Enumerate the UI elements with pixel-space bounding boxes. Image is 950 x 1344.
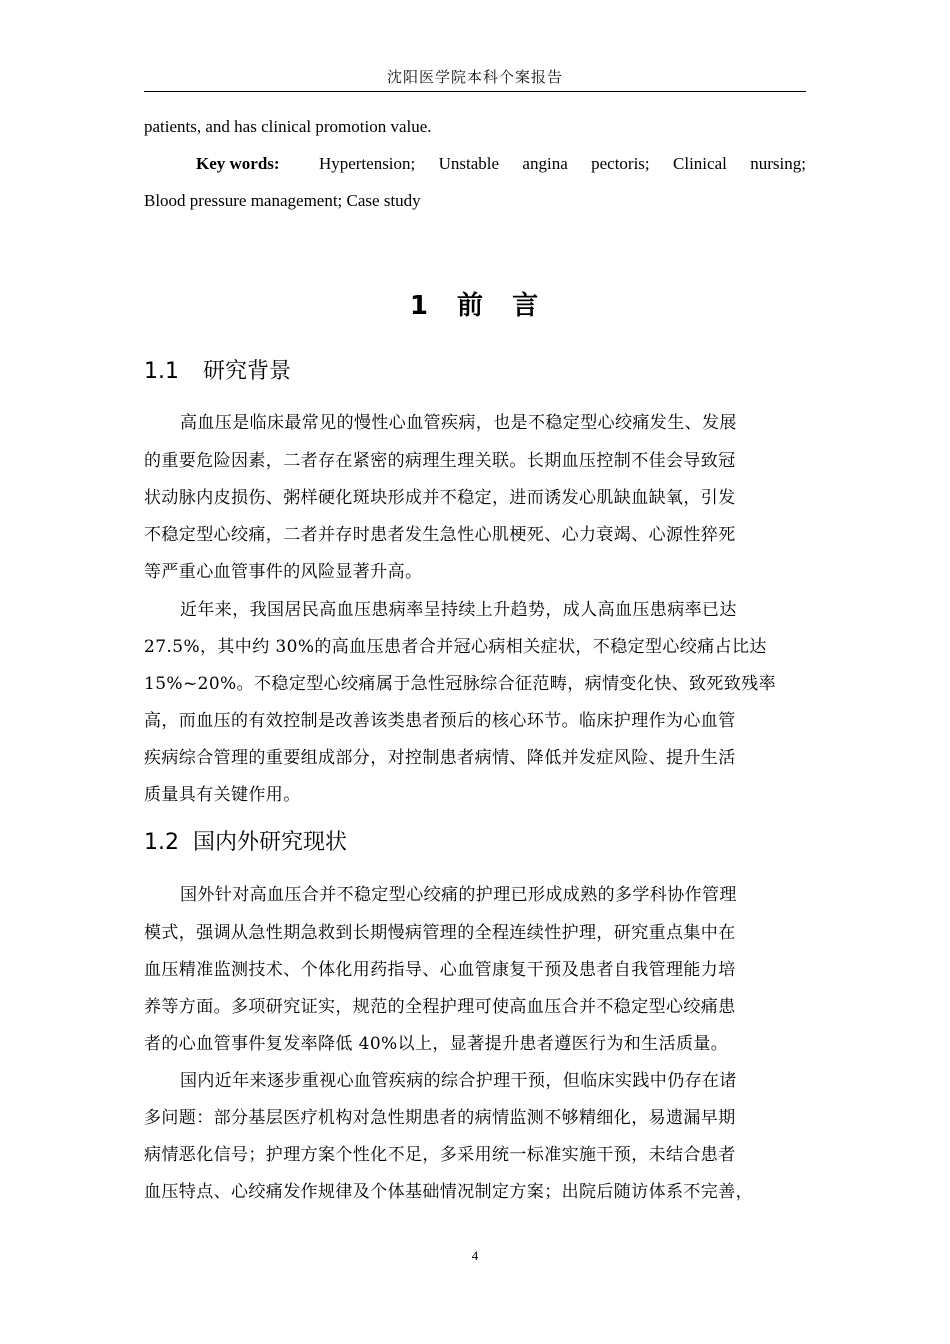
keywords-line-1 (144, 154, 806, 174)
paragraph-line: 15%~20%。不稳定型心绞痛属于急性冠脉综合征范畴，病情变化快、致死致残率 (144, 674, 777, 694)
section-number: 1 (409, 291, 430, 321)
paragraph-line: 不稳定型心绞痛，二者并存时患者发生急性心肌梗死、心力衰竭、心源性猝死 (144, 525, 736, 545)
subsection-heading-1-1 (144, 354, 291, 385)
paragraph-line: 者的心血管事件复发率降低 40%以上，显著提升患者遵医行为和生活质量。 (144, 1034, 729, 1054)
section-heading (144, 285, 806, 322)
paragraph-line: 模式，强调从急性期急救到长期慢病管理的全程连续性护理，研究重点集中在 (144, 923, 736, 943)
keyword-word: Hypertension; (318, 154, 416, 173)
page-number: 4 (471, 1248, 479, 1263)
paragraph-line: 国外针对高血压合并不稳定型心绞痛的护理已形成成熟的多学科协作管理 (180, 885, 737, 905)
paragraph-line: 国内近年来逐步重视心血管疾病的综合护理干预，但临床实践中仍存在诸 (180, 1071, 737, 1091)
running-header: 沈阳医学院本科个案报告 (386, 68, 563, 86)
subsection-title: 研究背景 (203, 359, 292, 384)
keyword-word: Unstable (438, 154, 500, 173)
paragraph-line: 疾病综合管理的重要组成部分，对控制患者病情、降低并发症风险、提升生活 (144, 748, 736, 768)
header-rule (144, 91, 806, 92)
paragraph-line: 质量具有关键作用。 (144, 785, 301, 805)
section-title-char: 言 (512, 291, 541, 321)
paragraph-line: 血压精准监测技术、个体化用药指导、心血管康复干预及患者自我管理能力培 (144, 960, 736, 980)
keywords-label: Key words: (196, 154, 280, 173)
keywords-line-2: Blood pressure management; Case study (144, 191, 421, 210)
keyword-word: Clinical (673, 154, 727, 173)
paragraph-line: 病情恶化信号；护理方案个性化不足，多采用统一标准实施干预，未结合患者 (144, 1145, 736, 1165)
subsection-title: 国内外研究现状 (193, 830, 348, 855)
subsection-number: 1.2 (144, 830, 179, 855)
subsection-number: 1.1 (144, 359, 179, 384)
section-title-char: 前 (457, 291, 486, 321)
paragraph-line: 多问题：部分基层医疗机构对急性期患者的病情监测不够精细化，易遗漏早期 (144, 1108, 736, 1128)
keyword-word: nursing; (750, 154, 806, 173)
keyword-word: angina (522, 154, 568, 173)
paragraph-line: 养等方面。多项研究证实，规范的全程护理可使高血压合并不稳定型心绞痛患 (144, 997, 736, 1017)
subsection-heading-1-2 (144, 825, 347, 856)
abstract-continuation: patients, and has clinical promotion value. (144, 117, 432, 136)
paragraph-line: 的重要危险因素，二者存在紧密的病理生理关联。长期血压控制不佳会导致冠 (144, 451, 736, 471)
paragraph-line: 27.5%，其中约 30%的高血压患者合并冠心病相关症状，不稳定型心绞痛占比达 (144, 637, 767, 657)
paragraph-line: 状动脉内皮损伤、粥样硬化斑块形成并不稳定，进而诱发心肌缺血缺氧，引发 (144, 488, 736, 508)
paragraph-line: 等严重心血管事件的风险显著升高。 (144, 562, 423, 582)
paragraph-line: 高，而血压的有效控制是改善该类患者预后的核心环节。临床护理作为心血管 (144, 711, 736, 731)
paragraph-line: 血压特点、心绞痛发作规律及个体基础情况制定方案；出院后随访体系不完善， (144, 1182, 753, 1202)
paragraph-line: 高血压是临床最常见的慢性心血管疾病，也是不稳定型心绞痛发生、发展 (180, 413, 737, 433)
paragraph-line: 近年来，我国居民高血压患病率呈持续上升趋势，成人高血压患病率已达 (180, 600, 737, 620)
keyword-word: pectoris; (591, 154, 650, 173)
